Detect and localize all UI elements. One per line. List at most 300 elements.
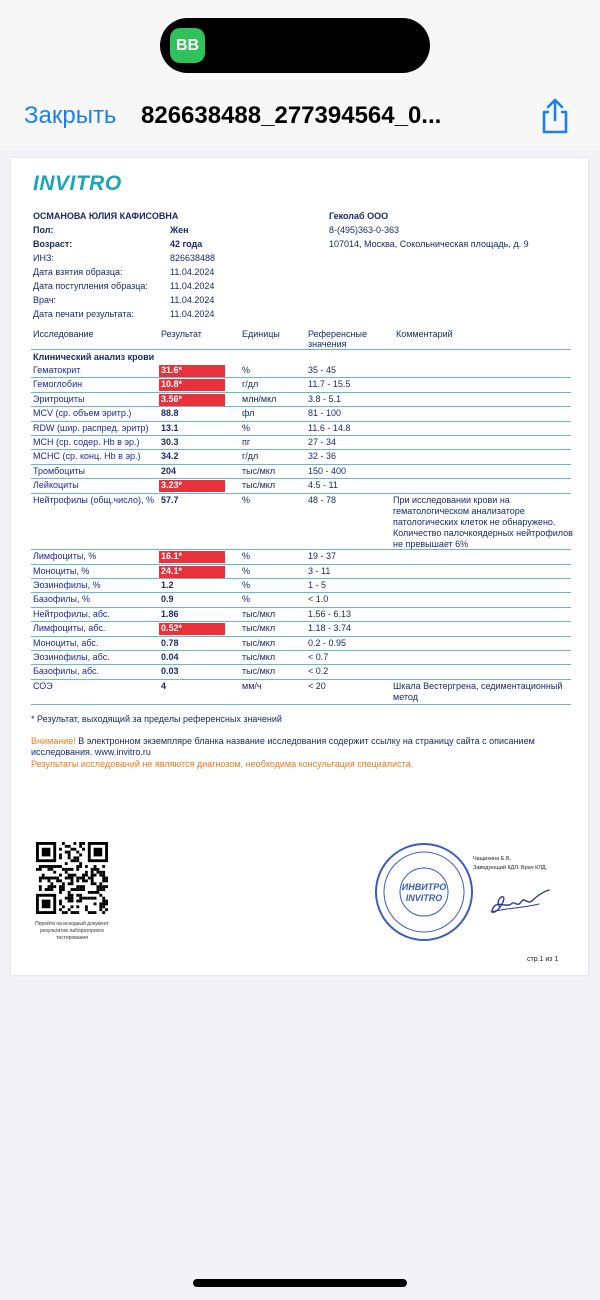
- qr-module: [91, 911, 94, 914]
- qr-module: [39, 865, 42, 868]
- test-name[interactable]: Моноциты, абс.: [33, 637, 99, 648]
- table-row: [31, 407, 571, 421]
- qr-module: [76, 911, 79, 914]
- qr-module: [71, 848, 74, 851]
- test-name[interactable]: Нейтрофилы (общ.число), %: [33, 494, 154, 505]
- qr-module: [68, 900, 71, 903]
- qr-module: [85, 879, 88, 882]
- result-value: 0.04: [161, 652, 179, 663]
- patient-field-value: 826638488: [170, 253, 216, 263]
- qr-module: [42, 900, 51, 909]
- header-ref-2: значения: [308, 339, 347, 349]
- result-value: 0.9: [161, 594, 174, 605]
- app-badge: BB: [170, 28, 205, 63]
- signer-block: [473, 855, 547, 873]
- test-name[interactable]: Моноциты, %: [33, 565, 90, 576]
- qr-module: [39, 868, 42, 871]
- header-result: Результат: [161, 329, 202, 339]
- qr-module: [99, 902, 102, 905]
- unit: фл: [242, 408, 255, 419]
- qr-code[interactable]: [36, 842, 108, 914]
- qr-module: [91, 877, 94, 880]
- qr-module: [59, 900, 62, 903]
- qr-module: [50, 868, 53, 871]
- table-row: [31, 364, 571, 378]
- qr-module: [94, 911, 97, 914]
- qr-module: [73, 911, 76, 914]
- qr-module: [105, 902, 108, 905]
- reference-range: 1.56 - 6.13: [308, 608, 352, 619]
- qr-module: [76, 879, 79, 882]
- qr-module: [71, 894, 74, 897]
- qr-module: [71, 877, 74, 880]
- unit: тыс/мкл: [242, 637, 276, 648]
- qr-module: [76, 868, 79, 871]
- table-row: [31, 465, 571, 479]
- lab-address: 107014, Москва, Сокольническая площадь, д. 9: [329, 239, 529, 249]
- comment: Шкала Вестергрена, седиментационный метод: [393, 680, 563, 702]
- qr-module: [105, 877, 108, 880]
- qr-module: [76, 900, 79, 903]
- qr-module: [53, 877, 56, 880]
- qr-module: [39, 885, 42, 888]
- qr-module: [62, 888, 65, 891]
- qr-module: [71, 905, 74, 908]
- qr-module: [65, 862, 68, 865]
- close-button[interactable]: Закрыть: [24, 102, 117, 129]
- result-flagged: 0.52*: [159, 623, 225, 635]
- result-value: 57.7: [161, 494, 179, 505]
- reference-range: 19 - 37: [308, 551, 337, 562]
- qr-module: [82, 848, 85, 851]
- reference-range: 11.7 - 15.5: [308, 379, 351, 390]
- reference-range: 1.18 - 3.74: [308, 623, 352, 634]
- qr-module: [59, 891, 62, 894]
- qr-module: [76, 856, 79, 859]
- qr-module: [65, 897, 68, 900]
- qr-module: [102, 911, 105, 914]
- qr-module: [59, 879, 62, 882]
- qr-module: [94, 891, 97, 894]
- result-value: 1.86: [161, 608, 179, 619]
- table-row: [31, 622, 571, 636]
- qr-module: [68, 882, 71, 885]
- stamp-text: ИНВИТРО: [401, 882, 447, 892]
- qr-module: [65, 871, 68, 874]
- unit: %: [242, 494, 251, 505]
- qr-module: [91, 868, 94, 871]
- qr-module: [73, 856, 76, 859]
- result-value: 4: [161, 680, 167, 691]
- test-name[interactable]: Гемоглобин: [33, 379, 83, 390]
- qr-module: [94, 848, 103, 857]
- signature: [477, 878, 557, 923]
- qr-module: [79, 862, 82, 865]
- result-flagged: 3.56*: [159, 394, 225, 406]
- patient-field-value: 11.04.2024: [170, 295, 215, 305]
- table-row: [31, 565, 571, 579]
- qr-module: [65, 877, 68, 880]
- result-flagged: 10.8*: [159, 379, 225, 391]
- top-bar: [0, 0, 600, 150]
- qr-module: [105, 885, 108, 888]
- qr-module: [94, 897, 97, 900]
- qr-module: [68, 897, 71, 900]
- qr-module: [59, 908, 62, 911]
- table-row: [31, 378, 571, 392]
- lab-phone: 8-(495)363-0-363: [329, 225, 400, 235]
- table-row: [31, 494, 571, 551]
- qr-module: [68, 854, 71, 857]
- qr-module: [91, 871, 94, 874]
- footnote: * Результат, выходящий за пределы референсных значений: [31, 714, 282, 724]
- test-name[interactable]: Эозинофилы, %: [33, 580, 101, 591]
- table-row: [31, 436, 571, 450]
- qr-module: [71, 882, 74, 885]
- qr-module: [59, 888, 62, 891]
- qr-module: [59, 885, 62, 888]
- qr-module: [99, 888, 102, 891]
- test-name[interactable]: Базофилы, абс.: [33, 666, 100, 677]
- qr-module: [59, 856, 62, 859]
- test-name[interactable]: Лимфоциты, %: [33, 551, 97, 562]
- unit: %: [242, 580, 251, 591]
- qr-module: [71, 911, 74, 914]
- qr-module: [82, 877, 85, 880]
- qr-module: [76, 894, 79, 897]
- share-icon[interactable]: [538, 97, 572, 135]
- qr-module: [73, 874, 76, 877]
- qr-module: [48, 865, 51, 868]
- qr-module: [79, 888, 82, 891]
- qr-module: [102, 897, 105, 900]
- qr-module: [99, 905, 102, 908]
- result-value: 34.2: [161, 451, 179, 462]
- qr-module: [71, 897, 74, 900]
- qr-module: [96, 888, 99, 891]
- reference-range: < 20: [308, 680, 326, 691]
- qr-module: [99, 874, 102, 877]
- qr-module: [76, 877, 79, 880]
- result-value: 30.3: [161, 436, 179, 447]
- unit: г/дл: [242, 451, 259, 462]
- test-name[interactable]: RDW (шир. распред. эритр): [33, 422, 149, 433]
- qr-module: [45, 865, 48, 868]
- qr-module: [85, 905, 88, 908]
- unit: %: [242, 365, 251, 375]
- qr-module: [71, 900, 74, 903]
- qr-module: [65, 851, 68, 854]
- qr-module: [50, 865, 53, 868]
- qr-module: [50, 882, 53, 885]
- signer-name: Чащихина Е.В.: [473, 856, 512, 862]
- table-row: [31, 651, 571, 665]
- qr-module: [91, 897, 94, 900]
- qr-module: [96, 885, 99, 888]
- qr-module: [85, 874, 88, 877]
- qr-module: [48, 868, 51, 871]
- test-name[interactable]: MCHC (ср. конц. Hb в эр.): [33, 451, 141, 462]
- qr-module: [36, 868, 39, 871]
- qr-module: [76, 865, 79, 868]
- header-ref: Референсные: [308, 329, 367, 339]
- table-row: [31, 637, 571, 651]
- qr-module: [59, 902, 62, 905]
- qr-module: [48, 879, 51, 882]
- test-name[interactable]: Базофилы, %: [33, 594, 90, 605]
- qr-module: [68, 877, 71, 880]
- header-units: Единицы: [242, 329, 280, 339]
- qr-module: [99, 871, 102, 874]
- qr-module: [94, 865, 97, 868]
- attention-note: [31, 736, 571, 758]
- qr-module: [65, 868, 68, 871]
- qr-module: [68, 851, 71, 854]
- qr-module: [82, 842, 85, 845]
- unit: г/дл: [242, 379, 259, 390]
- qr-module: [48, 877, 51, 880]
- reference-range: 48 - 78: [308, 494, 337, 505]
- table-row: [31, 579, 571, 593]
- qr-module: [65, 845, 68, 848]
- unit: %: [242, 422, 251, 433]
- test-name[interactable]: Нейтрофилы, абс.: [33, 608, 110, 619]
- qr-module: [68, 874, 71, 877]
- qr-module: [56, 877, 59, 880]
- dynamic-island: [160, 18, 430, 73]
- qr-module: [53, 871, 56, 874]
- qr-module: [53, 885, 56, 888]
- lab-report-page: [11, 158, 588, 975]
- test-name[interactable]: Лейкоциты: [33, 480, 79, 491]
- qr-module: [102, 888, 105, 891]
- unit: тыс/мкл: [242, 623, 276, 634]
- reference-range: < 1.0: [308, 594, 329, 605]
- qr-module: [68, 908, 71, 911]
- qr-module: [76, 885, 79, 888]
- qr-module: [79, 900, 82, 903]
- qr-module: [102, 900, 105, 903]
- qr-module: [62, 905, 65, 908]
- result-flagged: 3.23*: [159, 480, 225, 492]
- qr-module: [79, 842, 82, 845]
- qr-module: [91, 882, 94, 885]
- header-test: Исследование: [33, 329, 94, 339]
- qr-module: [50, 885, 53, 888]
- qr-module: [68, 891, 71, 894]
- attention-word: Внимание!: [31, 736, 76, 746]
- qr-module: [79, 897, 82, 900]
- qr-module: [76, 888, 79, 891]
- qr-module: [102, 871, 105, 874]
- qr-module: [79, 865, 82, 868]
- qr-module: [91, 891, 94, 894]
- test-name[interactable]: Эритроциты: [33, 393, 85, 404]
- qr-module: [39, 877, 42, 880]
- reference-range: 27 - 34: [308, 436, 337, 447]
- qr-module: [59, 874, 62, 877]
- test-name[interactable]: Лимфоциты, абс.: [33, 623, 106, 634]
- qr-module: [99, 882, 102, 885]
- qr-module: [48, 885, 51, 888]
- signer-title: Заведующий КДЛ. Врач КЛД.: [473, 865, 548, 871]
- qr-module: [42, 877, 45, 880]
- lab-name: Геколаб ООО: [329, 211, 389, 221]
- patient-field-label: Дата поступления образца:: [33, 281, 148, 291]
- qr-module: [96, 891, 99, 894]
- qr-module: [73, 888, 76, 891]
- qr-module: [71, 859, 74, 862]
- table-header: [31, 328, 571, 350]
- qr-module: [102, 902, 105, 905]
- invitro-logo: INVITRO: [33, 172, 122, 195]
- patient-field-label: Возраст:: [33, 239, 73, 249]
- qr-module: [45, 877, 48, 880]
- reference-range: 1 - 5: [308, 580, 327, 591]
- qr-module: [99, 908, 102, 911]
- qr-module: [82, 897, 85, 900]
- qr-module: [82, 888, 85, 891]
- qr-module: [42, 874, 45, 877]
- qr-module: [88, 891, 91, 894]
- table-row: [31, 550, 571, 564]
- qr-module: [73, 859, 76, 862]
- test-name[interactable]: Эозинофилы, абс.: [33, 652, 110, 663]
- table-row: [31, 593, 571, 607]
- qr-module: [62, 882, 65, 885]
- patient-field-label: Дата печати результата:: [33, 309, 134, 319]
- qr-module: [79, 894, 82, 897]
- qr-module: [68, 856, 71, 859]
- qr-module: [94, 874, 97, 877]
- header-comment: Комментарий: [396, 329, 453, 339]
- qr-module: [73, 848, 76, 851]
- qr-module: [53, 865, 56, 868]
- unit: мм/ч: [242, 680, 262, 691]
- patient-field-value: 42 года: [170, 239, 203, 249]
- test-name[interactable]: MCV (ср. объем эритр.): [33, 408, 132, 419]
- result-value: 0.03: [161, 666, 179, 677]
- test-name[interactable]: СОЭ: [33, 680, 53, 691]
- result-value: 204: [161, 465, 177, 476]
- test-name[interactable]: Тромбоциты: [33, 465, 86, 476]
- qr-module: [94, 868, 97, 871]
- qr-module: [50, 888, 53, 891]
- patient-field-label: Врач:: [33, 295, 57, 305]
- qr-module: [94, 902, 97, 905]
- qr-module: [85, 865, 88, 868]
- qr-module: [102, 905, 105, 908]
- reference-range: 150 - 400: [308, 465, 347, 476]
- qr-module: [82, 879, 85, 882]
- patient-field-value: 11.04.2024: [170, 281, 215, 291]
- comment: При исследовании крови на гематологическом анализаторе патологических клеток не обнаружено. Количество палочкоядерных нейтрофилов не превышает 6%: [393, 494, 573, 549]
- table-row: [31, 393, 571, 407]
- reference-range: < 0.7: [308, 652, 329, 663]
- result-value: 13.1: [161, 422, 179, 433]
- reference-range: 81 - 100: [308, 408, 342, 419]
- reference-range: 32 - 36: [308, 451, 337, 462]
- reference-range: 3 - 11: [308, 565, 331, 576]
- qr-module: [42, 865, 45, 868]
- patient-field-value: 11.04.2024: [170, 309, 215, 319]
- qr-module: [56, 865, 59, 868]
- qr-module: [102, 885, 105, 888]
- qr-module: [96, 868, 99, 871]
- qr-module: [96, 871, 99, 874]
- qr-module: [68, 845, 71, 848]
- patient-field-label: Пол:: [33, 225, 54, 235]
- unit: тыс/мкл: [242, 465, 276, 476]
- result-value: 1.2: [161, 580, 174, 591]
- table-row: [31, 665, 571, 679]
- qr-module: [62, 868, 65, 871]
- qr-module: [94, 882, 97, 885]
- qr-module: [71, 888, 74, 891]
- qr-module: [85, 871, 88, 874]
- qr-module: [88, 897, 91, 900]
- qr-module: [91, 879, 94, 882]
- attention-text: В электронном экземпляре бланка название исследования содержит ссылку на страницу сайта с описанием исследования. www.invitro.ru: [31, 736, 535, 757]
- qr-module: [88, 877, 91, 880]
- qr-module: [39, 879, 42, 882]
- unit: тыс/мкл: [242, 666, 276, 677]
- page-number: стр.1 из 1: [527, 956, 559, 963]
- unit: %: [242, 594, 251, 605]
- patient-field-value: 11.04.2024: [170, 267, 215, 277]
- qr-module: [105, 900, 108, 903]
- reference-range: 3.8 - 5.1: [308, 393, 342, 404]
- result-flagged: 24.1*: [159, 566, 225, 578]
- reference-range: < 0.2: [308, 666, 329, 677]
- qr-module: [88, 911, 91, 914]
- qr-module: [85, 897, 88, 900]
- unit: млн/мкл: [242, 393, 277, 404]
- result-flagged: 16.1*: [159, 551, 225, 563]
- qr-module: [56, 879, 59, 882]
- unit: %: [242, 551, 251, 562]
- test-name[interactable]: Гематокрит: [33, 365, 81, 375]
- qr-module: [79, 845, 82, 848]
- table-row: [31, 479, 571, 493]
- qr-module: [62, 842, 65, 845]
- qr-module: [68, 894, 71, 897]
- qr-module: [59, 854, 62, 857]
- qr-module: [45, 888, 48, 891]
- home-indicator: [193, 1279, 407, 1287]
- qr-module: [62, 911, 65, 914]
- qr-module: [105, 879, 108, 882]
- qr-module: [76, 905, 79, 908]
- qr-module: [102, 865, 105, 868]
- qr-module: [76, 851, 79, 854]
- qr-module: [39, 888, 42, 891]
- qr-module: [105, 908, 108, 911]
- patient-field-label: Дата взятия образца:: [33, 267, 123, 277]
- result-value: 0.78: [161, 637, 179, 648]
- test-name[interactable]: MCH (ср. содер. Hb в эр.): [33, 436, 140, 447]
- qr-module: [48, 888, 51, 891]
- qr-module: [82, 874, 85, 877]
- reference-range: 0.2 - 0.95: [308, 637, 347, 648]
- qr-module: [102, 874, 105, 877]
- table-row: [31, 680, 571, 705]
- qr-module: [82, 885, 85, 888]
- qr-module: [99, 885, 102, 888]
- qr-module: [99, 894, 102, 897]
- unit: тыс/мкл: [242, 652, 276, 663]
- qr-module: [59, 848, 62, 851]
